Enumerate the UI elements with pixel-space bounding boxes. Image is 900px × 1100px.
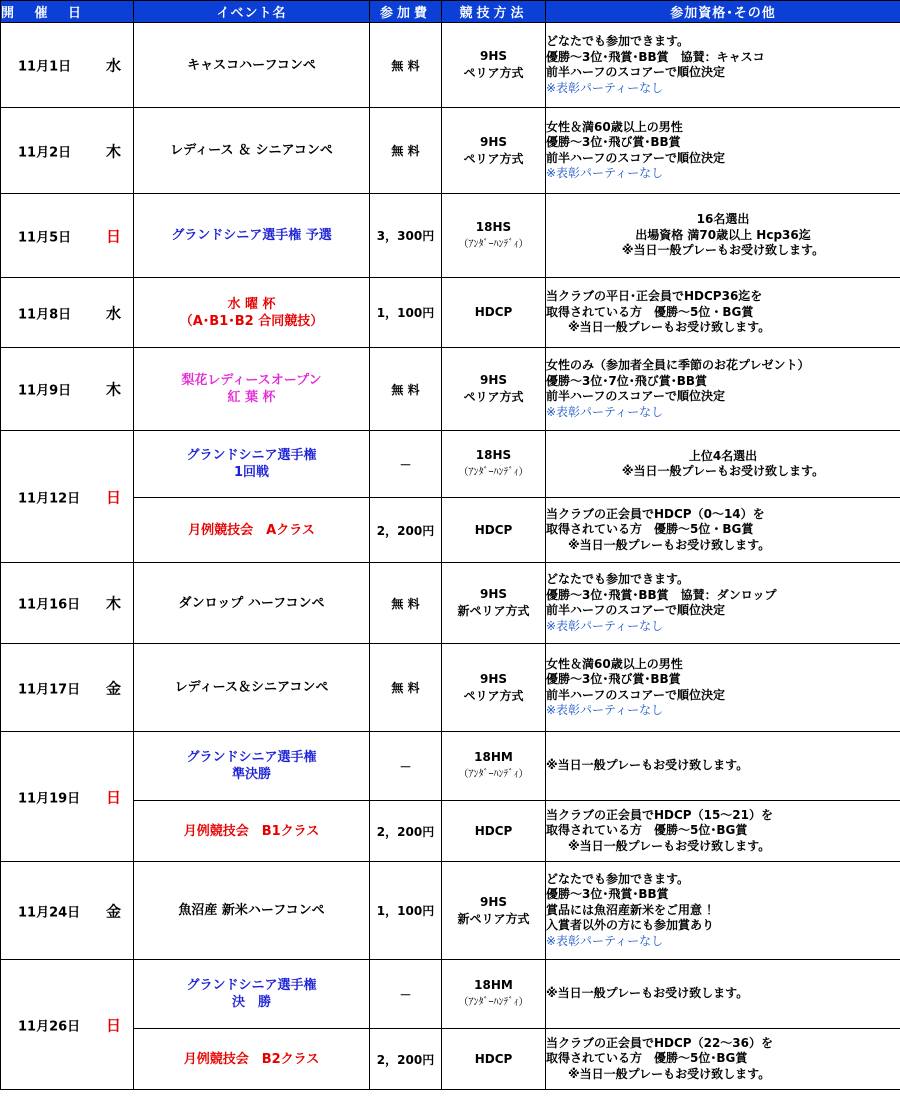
notes-line: 前半ハーフのスコアーで順位決定 bbox=[546, 389, 726, 403]
event-cell bbox=[134, 498, 370, 563]
notes-line: 取得されている方 優勝～5位･BG賞 bbox=[546, 1051, 748, 1066]
notes-cell bbox=[546, 862, 900, 960]
fee-cell: 2，200円 bbox=[370, 801, 442, 862]
event-cell bbox=[134, 1029, 370, 1090]
method-line: 18HS bbox=[475, 219, 512, 234]
table-row bbox=[1, 348, 900, 431]
method-line: 9HS bbox=[479, 894, 508, 909]
notes-cell bbox=[546, 348, 900, 431]
date-text: 11月19日 bbox=[18, 791, 81, 806]
event-cell bbox=[134, 960, 370, 1029]
notes-line: どなたでも参加できます。 bbox=[546, 572, 690, 586]
notes-cell bbox=[546, 23, 900, 108]
weekday-text: 日 bbox=[106, 1016, 122, 1034]
table-row bbox=[1, 1029, 900, 1090]
notes-cell bbox=[546, 563, 900, 644]
event-cell bbox=[134, 431, 370, 498]
method-line: 18HM bbox=[474, 978, 513, 992]
table-row bbox=[1, 498, 900, 563]
date-cell bbox=[1, 960, 134, 1090]
method-sub: （ｱﾝﾀﾞｰﾊﾝﾃﾞｨ） bbox=[458, 238, 529, 250]
date-text: 11月16日 bbox=[18, 597, 81, 613]
event-name: グランドシニア選手権 bbox=[186, 978, 317, 993]
event-cell bbox=[134, 563, 370, 644]
weekday-text: 木 bbox=[106, 142, 122, 160]
event-name: 魚沼産 新米ハーフコンペ bbox=[178, 903, 325, 918]
weekday-text: 金 bbox=[106, 902, 122, 920]
date-cell bbox=[1, 348, 134, 431]
event-name: レディース ＆ シニアコンペ bbox=[170, 143, 333, 158]
date-text: 11月26日 bbox=[18, 1019, 81, 1034]
event-name: グランドシニア選手権 bbox=[186, 750, 317, 765]
date-text: 11月2日 bbox=[18, 145, 72, 160]
method-line: HDCP bbox=[474, 823, 513, 838]
fee-cell: 1，100円 bbox=[370, 862, 442, 960]
notes-line: ※当日一般プレーもお受け致します。 bbox=[546, 986, 749, 1001]
table-row bbox=[1, 431, 900, 498]
fee-cell: 2，200円 bbox=[370, 498, 442, 563]
event-name: レディース＆シニアコンペ bbox=[174, 680, 329, 695]
notes-cell bbox=[546, 108, 900, 194]
method-line: 新ペリア方式 bbox=[457, 911, 530, 926]
fee-cell: 無 料 bbox=[370, 563, 442, 644]
notes-line: ※当日一般プレーもお受け致します。 bbox=[568, 320, 771, 335]
event-cell bbox=[134, 278, 370, 348]
date-cell bbox=[1, 563, 134, 644]
notes-line: ※当日一般プレーもお受け致します。 bbox=[546, 758, 749, 773]
notes-line: 当クラブの正会員でHDCP（22～36）を bbox=[546, 1035, 774, 1050]
weekday-text: 日 bbox=[106, 227, 122, 245]
fee-cell: － bbox=[370, 960, 442, 1029]
notes-line: 優勝～3位･飛賞･BB賞 協賛：キャスコ bbox=[546, 49, 765, 64]
table-row bbox=[1, 194, 900, 278]
notes-line: 優勝～3位･7位･飛び賞･BB賞 bbox=[546, 373, 707, 388]
method-sub: （ｱﾝﾀﾞｰﾊﾝﾃﾞｨ） bbox=[458, 769, 529, 780]
method-line: 新ペリア方式 bbox=[457, 604, 530, 618]
no-party-note: ※表彰パーティーなし bbox=[546, 933, 664, 948]
date-cell bbox=[1, 278, 134, 348]
weekday-text: 木 bbox=[106, 380, 122, 399]
notes-line: ※当日一般プレーもお受け致します。 bbox=[621, 464, 825, 478]
method-line: 9HS bbox=[479, 49, 508, 63]
method-line: HDCP bbox=[474, 305, 513, 319]
fee-cell: 無 料 bbox=[370, 644, 442, 732]
header-row bbox=[1, 1, 900, 23]
method-cell bbox=[442, 801, 546, 862]
no-party-note: ※表彰パーティーなし bbox=[546, 703, 664, 717]
method-sub: （ｱﾝﾀﾞｰﾊﾝﾃﾞｨ） bbox=[458, 467, 529, 478]
fee-cell: 1，100円 bbox=[370, 278, 442, 348]
fee-cell: － bbox=[370, 732, 442, 801]
method-line: ペリア方式 bbox=[463, 66, 524, 80]
event-cell bbox=[134, 801, 370, 862]
fee-cell: 2，200円 bbox=[370, 1029, 442, 1090]
notes-line: 前半ハーフのスコアーで順位決定 bbox=[546, 150, 726, 165]
method-line: 18HM bbox=[474, 750, 513, 764]
method-cell bbox=[442, 498, 546, 563]
notes-line: 女性＆満60歳以上の男性 bbox=[546, 119, 683, 134]
event-name: 紅 葉 杯 bbox=[227, 390, 276, 405]
notes-line: ※当日一般プレーもお受け致します。 bbox=[568, 1066, 771, 1081]
weekday-text: 金 bbox=[106, 679, 122, 697]
method-line: 9HS bbox=[479, 671, 508, 686]
notes-line: 優勝～3位･飛賞･BB賞 bbox=[546, 887, 669, 902]
method-cell bbox=[442, 108, 546, 194]
date-text: 11月24日 bbox=[18, 905, 81, 920]
event-cell bbox=[134, 194, 370, 278]
notes-line: 優勝～3位･飛賞･BB賞 協賛：ダンロップ bbox=[546, 587, 777, 602]
event-name: グランドシニア選手権 bbox=[186, 448, 317, 463]
date-cell bbox=[1, 644, 134, 732]
event-cell bbox=[134, 108, 370, 194]
fee-cell: 無 料 bbox=[370, 23, 442, 108]
method-cell bbox=[442, 194, 546, 278]
table-row bbox=[1, 960, 900, 1029]
table-row bbox=[1, 563, 900, 644]
notes-line: 出場資格 満70歳以上 Hcp36迄 bbox=[635, 227, 811, 242]
event-name: ダンロップ ハーフコンペ bbox=[178, 595, 325, 611]
weekday-text: 水 bbox=[106, 56, 122, 75]
method-cell bbox=[442, 732, 546, 801]
event-cell bbox=[134, 23, 370, 108]
method-line: ペリア方式 bbox=[463, 688, 524, 703]
method-line: 18HS bbox=[475, 448, 512, 462]
event-name: グランドシニア選手権 予選 bbox=[171, 228, 332, 243]
date-text: 11月17日 bbox=[18, 682, 81, 697]
date-cell bbox=[1, 732, 134, 862]
no-party-note: ※表彰パーティーなし bbox=[546, 618, 664, 633]
notes-line: 16名選出 bbox=[696, 212, 750, 227]
date-text: 11月5日 bbox=[18, 230, 72, 245]
method-cell bbox=[442, 431, 546, 498]
fee-cell: 無 料 bbox=[370, 348, 442, 431]
no-party-note: ※表彰パーティーなし bbox=[546, 80, 664, 95]
notes-line: 前半ハーフのスコアーで順位決定 bbox=[546, 65, 726, 79]
notes-line: 上位4名選出 bbox=[688, 448, 758, 463]
notes-cell bbox=[546, 1029, 900, 1090]
notes-line: 当クラブの平日･正会員でHDCP36迄を bbox=[546, 289, 763, 304]
method-line: 9HS bbox=[479, 587, 508, 601]
date-cell bbox=[1, 108, 134, 194]
notes-line: 優勝～3位･飛び賞･BB賞 bbox=[546, 135, 681, 149]
method-cell bbox=[442, 1029, 546, 1090]
fee-cell: － bbox=[370, 431, 442, 498]
date-cell bbox=[1, 194, 134, 278]
method-line: 9HS bbox=[479, 134, 508, 149]
date-text: 11月1日 bbox=[18, 59, 72, 75]
method-sub: （ｱﾝﾀﾞｰﾊﾝﾃﾞｨ） bbox=[458, 997, 529, 1008]
fee-cell: 3，300円 bbox=[370, 194, 442, 278]
method-line: ペリア方式 bbox=[463, 151, 524, 166]
method-cell bbox=[442, 348, 546, 431]
notes-cell bbox=[546, 801, 900, 862]
notes-line: 賞品には魚沼産新米をご用意 ！ bbox=[546, 902, 719, 917]
notes-line: 優勝～3位･飛び賞･BB賞 bbox=[546, 672, 681, 686]
notes-line: 取得されている方 優勝～5位・BG賞 bbox=[546, 522, 754, 537]
event-name: キャスコハーフコンペ bbox=[187, 57, 316, 73]
weekday-text: 水 bbox=[106, 304, 122, 322]
notes-cell bbox=[546, 960, 900, 1029]
method-line: 9HS bbox=[479, 373, 508, 387]
event-name: 準決勝 bbox=[231, 767, 271, 782]
notes-cell bbox=[546, 431, 900, 498]
notes-line: 取得されている方 優勝～5位･BG賞 bbox=[546, 823, 748, 838]
table-row bbox=[1, 108, 900, 194]
header-fee: 参加費 bbox=[370, 1, 442, 23]
header-method: 競技方法 bbox=[442, 1, 546, 23]
notes-line: 女性＆満60歳以上の男性 bbox=[546, 656, 683, 671]
notes-line: ※当日一般プレーもお受け致します。 bbox=[568, 537, 771, 552]
method-line: ペリア方式 bbox=[463, 390, 524, 404]
event-name: 月例競技会 B1クラス bbox=[183, 823, 320, 839]
notes-cell bbox=[546, 498, 900, 563]
no-party-note: ※表彰パーティーなし bbox=[546, 404, 664, 419]
table-row bbox=[1, 23, 900, 108]
notes-line: 前半ハーフのスコアーで順位決定 bbox=[546, 687, 726, 702]
notes-cell bbox=[546, 278, 900, 348]
date-text: 11月12日 bbox=[18, 491, 81, 506]
date-cell bbox=[1, 23, 134, 108]
notes-line: どなたでも参加できます。 bbox=[546, 871, 690, 886]
no-party-note: ※表彰パーティーなし bbox=[546, 166, 664, 180]
notes-line: どなたでも参加できます。 bbox=[546, 34, 690, 48]
notes-line: 入賞者以外の方にも参加賞あり bbox=[546, 918, 715, 933]
header-event: イベント名 bbox=[134, 1, 370, 23]
event-name: 梨花レディースオープン bbox=[181, 373, 322, 388]
weekday-text: 日 bbox=[106, 488, 122, 506]
table-row bbox=[1, 732, 900, 801]
event-name: （A･B1･B2 合同競技） bbox=[179, 313, 324, 329]
notes-cell bbox=[546, 194, 900, 278]
event-cell bbox=[134, 644, 370, 732]
notes-cell bbox=[546, 644, 900, 732]
event-name: 水 曜 杯 bbox=[227, 296, 276, 312]
method-cell bbox=[442, 278, 546, 348]
notes-line: 取得されている方 優勝～5位・BG賞 bbox=[546, 304, 754, 319]
notes-line: ※当日一般プレーもお受け致します。 bbox=[621, 243, 825, 258]
event-cell bbox=[134, 348, 370, 431]
table-row bbox=[1, 862, 900, 960]
event-name: 決 勝 bbox=[231, 995, 271, 1010]
method-cell bbox=[442, 23, 546, 108]
notes-line: 女性のみ（参加者全員に季節のお花プレゼント） bbox=[546, 358, 810, 372]
header-date: 開 催 日 bbox=[1, 1, 134, 23]
event-name: 1回戦 bbox=[233, 465, 270, 480]
date-cell bbox=[1, 862, 134, 960]
event-name: 月例競技会 Aクラス bbox=[188, 522, 315, 538]
weekday-text: 日 bbox=[106, 788, 122, 806]
method-line: HDCP bbox=[474, 522, 513, 537]
notes-cell bbox=[546, 732, 900, 801]
date-text: 11月9日 bbox=[18, 383, 72, 399]
event-name: 月例競技会 B2クラス bbox=[183, 1051, 320, 1067]
fee-cell: 無 料 bbox=[370, 108, 442, 194]
method-cell bbox=[442, 960, 546, 1029]
table-row bbox=[1, 278, 900, 348]
notes-line: 当クラブの正会員でHDCP（15～21）を bbox=[546, 807, 774, 822]
method-cell bbox=[442, 563, 546, 644]
event-cell bbox=[134, 862, 370, 960]
table-row bbox=[1, 801, 900, 862]
notes-line: ※当日一般プレーもお受け致します。 bbox=[568, 838, 771, 853]
weekday-text: 木 bbox=[106, 594, 122, 613]
header-notes: 参加資格･その他 bbox=[546, 1, 900, 23]
notes-line: 当クラブの正会員でHDCP（0～14）を bbox=[546, 506, 765, 521]
event-cell bbox=[134, 732, 370, 801]
method-cell bbox=[442, 862, 546, 960]
method-line: HDCP bbox=[474, 1051, 513, 1066]
method-cell bbox=[442, 644, 546, 732]
date-cell bbox=[1, 431, 134, 563]
date-text: 11月8日 bbox=[18, 307, 72, 322]
notes-line: 前半ハーフのスコアーで順位決定 bbox=[546, 603, 726, 617]
table-row bbox=[1, 644, 900, 732]
